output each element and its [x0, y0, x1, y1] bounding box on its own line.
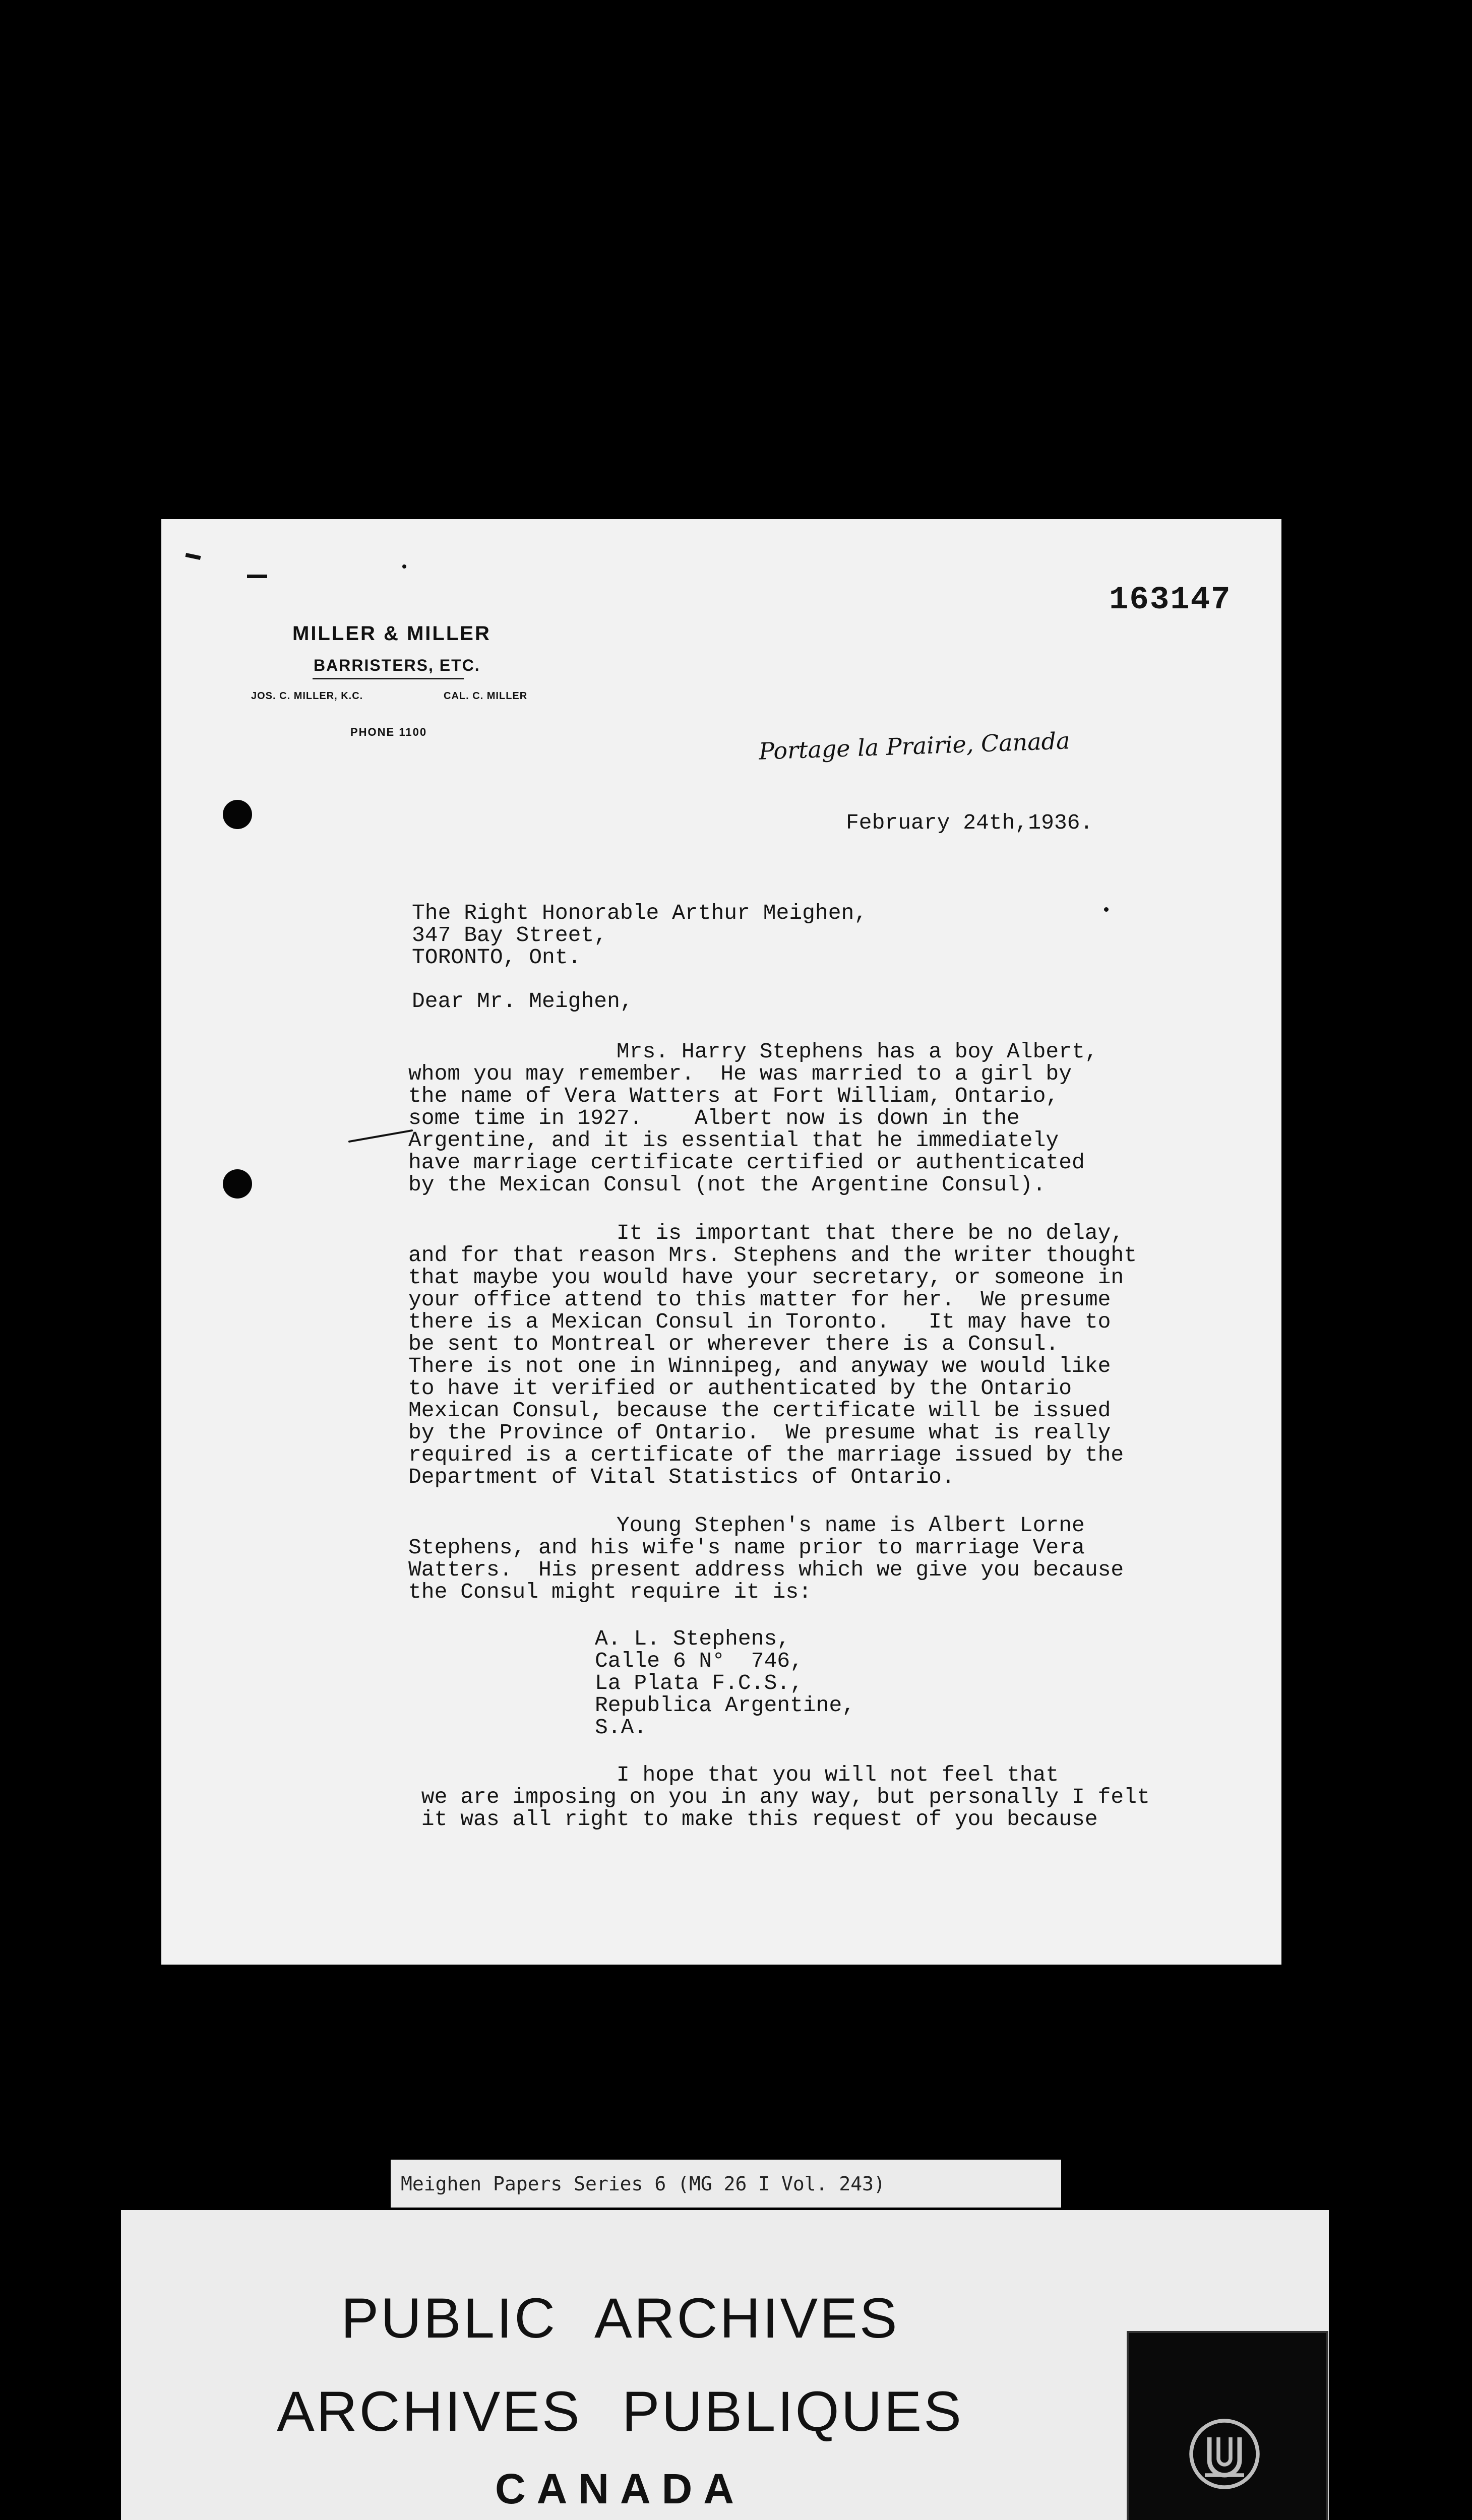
- salutation: Dear Mr. Meighen,: [412, 989, 633, 1014]
- punch-hole: [223, 800, 252, 829]
- archives-logo-panel: [1127, 2331, 1328, 2520]
- margin-pen-mark: [348, 1129, 413, 1143]
- scan-speck: [1104, 907, 1109, 912]
- letterhead-place: Portage la Prairie, Canada: [758, 727, 1071, 765]
- body-paragraph-4: I hope that you will not feel that we are imposing on you in any way, but personally I felt it was all right to make this request of you because: [421, 1762, 1150, 1832]
- letterhead-partner-left: JOS. C. MILLER, K.C.: [251, 690, 363, 702]
- punch-hole: [223, 1169, 252, 1199]
- archives-line-english: PUBLIC ARCHIVES: [341, 2287, 899, 2350]
- reference-slip: [391, 2160, 1061, 2208]
- body-paragraph-1: Mrs. Harry Stephens has a boy Albert, whom you may remember. He was married to a girl by the name of Vera Watters at Fort William, Ontario, some time in 1927. Albert now is down in the Argentine, and it is essential that he immediately have marriage certificate certified or authenticated by the Mexican Consul (not the Argentine Consul).: [408, 1039, 1098, 1197]
- body-paragraph-2: It is important that there be no delay, and for that reason Mrs. Stephens and the writer thought that maybe you would have your secretary, or someone in your office attend to this matter for her. We presume there is a Mexican Consul in Toronto. It may have to be sent to Montreal or wherever there is a Consul. There is not one in Winnipeg, and anyway we would like to have it verified or authenticated by the Ontario Mexican Consul, because the certificate will be issued by the Province of Ontario. We presume what is really required is a certificate of the marriage issued by the Department of Vital Statistics of Ontario.: [408, 1221, 1137, 1489]
- stephens-address: A. L. Stephens, Calle 6 N° 746, La Plata F.C.S., Republica Argentine, S.A.: [595, 1626, 855, 1740]
- body-paragraph-3: Young Stephen's name is Albert Lorne Stephens, and his wife's name prior to marriage Vera Watters. His present address which we give you because the Consul might require it is:: [408, 1513, 1124, 1604]
- letterhead-rule: [313, 678, 464, 679]
- letter-date: February 24th,1936.: [846, 810, 1093, 835]
- archives-emblem-icon: [1187, 2416, 1262, 2492]
- document-number: 163147: [1109, 582, 1232, 618]
- letterhead-subtitle: BARRISTERS, ETC.: [314, 656, 480, 674]
- letterhead-phone: PHONE 1100: [350, 726, 427, 738]
- scan-speck: [247, 575, 267, 578]
- scan-speck: [185, 553, 201, 560]
- archives-line-country: CANADA: [495, 2465, 745, 2512]
- letter-page: [161, 519, 1281, 1965]
- letterhead-partner-right: CAL. C. MILLER: [444, 690, 528, 702]
- reference-slip-text: Meighen Papers Series 6 (MG 26 I Vol. 243): [401, 2173, 885, 2195]
- archives-card: [121, 2210, 1329, 2520]
- scan-speck: [402, 564, 406, 569]
- recipient-address: The Right Honorable Arthur Meighen, 347 Bay Street, TORONTO, Ont.: [412, 901, 868, 970]
- letterhead-firm: MILLER & MILLER: [292, 622, 491, 645]
- archives-line-french: ARCHIVES PUBLIQUES: [277, 2380, 963, 2443]
